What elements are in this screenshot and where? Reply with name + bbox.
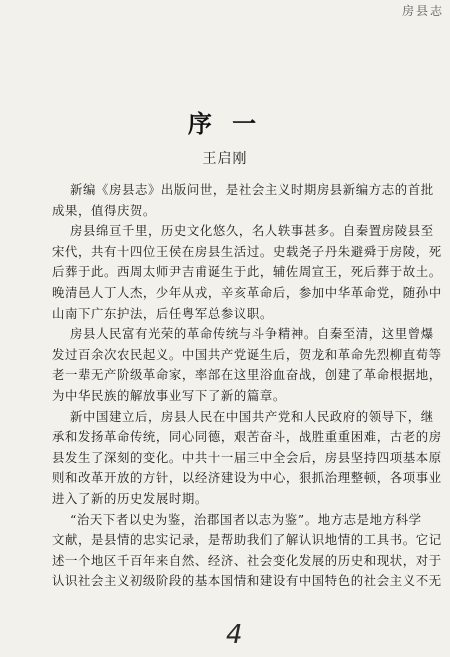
paragraph-3-line-2: 发过百余次农民起义。中国共产党诞生后，贺龙和革命先烈柳直荀等 <box>52 346 442 362</box>
paragraph-3-line-3: 老一辈无产阶级革命家，率部在这里浴血奋战，创建了革命根据地， <box>52 367 442 383</box>
paragraph-5-line-1: “治天下者以史为鉴，治郡国者以志为鉴”。地方志是地方科学 <box>70 511 422 527</box>
paragraph-5-line-3: 述一个地区千百年来自然、经济、社会变化发展的历史和现状，对于 <box>52 552 442 568</box>
paragraph-3-line-1: 房县人民富有光荣的革命传统与斗争精神。自秦至清，这里曾爆 <box>70 326 434 342</box>
paragraph-5-line-4: 认识社会主义初级阶段的基本国情和建设有中国特色的社会主义不无 <box>52 573 442 589</box>
paragraph-1-line-1: 新编《房县志》出版问世，是社会主义时期房县新编方志的首批 <box>70 182 434 197</box>
paragraph-2-line-3: 后葬于此。西周太师尹吉甫诞生于此，辅佐周宣王，死后葬于故土。 <box>52 264 442 280</box>
paragraph-1-line-2: 成果，值得庆贺。 <box>52 202 156 218</box>
paragraph-4-line-3: 县发生了深刻的变化。中共十一届三中全会后，房县坚持四项基本原 <box>52 449 442 465</box>
paragraph-3-line-4: 为中华民族的解放事业写下了新的篇章。 <box>52 387 286 403</box>
page-number: 4 <box>226 620 243 650</box>
paragraph-4-line-5: 进入了新的历史发展时期。 <box>52 490 208 506</box>
paragraph-4-line-1: 新中国建立后，房县人民在中国共产党和人民政府的领导下，继 <box>70 408 434 424</box>
body-text <box>52 180 442 592</box>
paragraph-2-line-1: 房县绵亘千里，历史文化悠久，名人轶事甚多。自秦置房陵县至 <box>70 223 434 239</box>
paragraph-4-line-2: 承和发扬革命传统，同心同德，艰苦奋斗，战胜重重困难，古老的房 <box>52 429 442 445</box>
page-title: 序 一 <box>187 109 263 138</box>
paragraph-2-line-4: 晚清邑人丁人杰，少年从戎，辛亥革命后，参加中华革命党，随孙中 <box>52 284 442 300</box>
author-name: 王启刚 <box>202 151 248 167</box>
paragraph-2-line-2: 宋代，共有十四位王侯在房县生活过。史载尧子丹朱避舜于房陵，死 <box>52 243 442 259</box>
paragraph-5-line-2: 文献，是县情的忠实记录，是帮助我们了解认识地情的工具书。它记 <box>52 532 442 548</box>
paragraph-2-line-5: 山南下广东护法，后任粤军总参议职。 <box>52 305 273 321</box>
paragraph-4-line-4: 则和改革开放的方针，以经济建设为中心，狠抓治理整顿，各项事业 <box>52 470 442 486</box>
corner-mark: 房县志 <box>401 4 444 18</box>
